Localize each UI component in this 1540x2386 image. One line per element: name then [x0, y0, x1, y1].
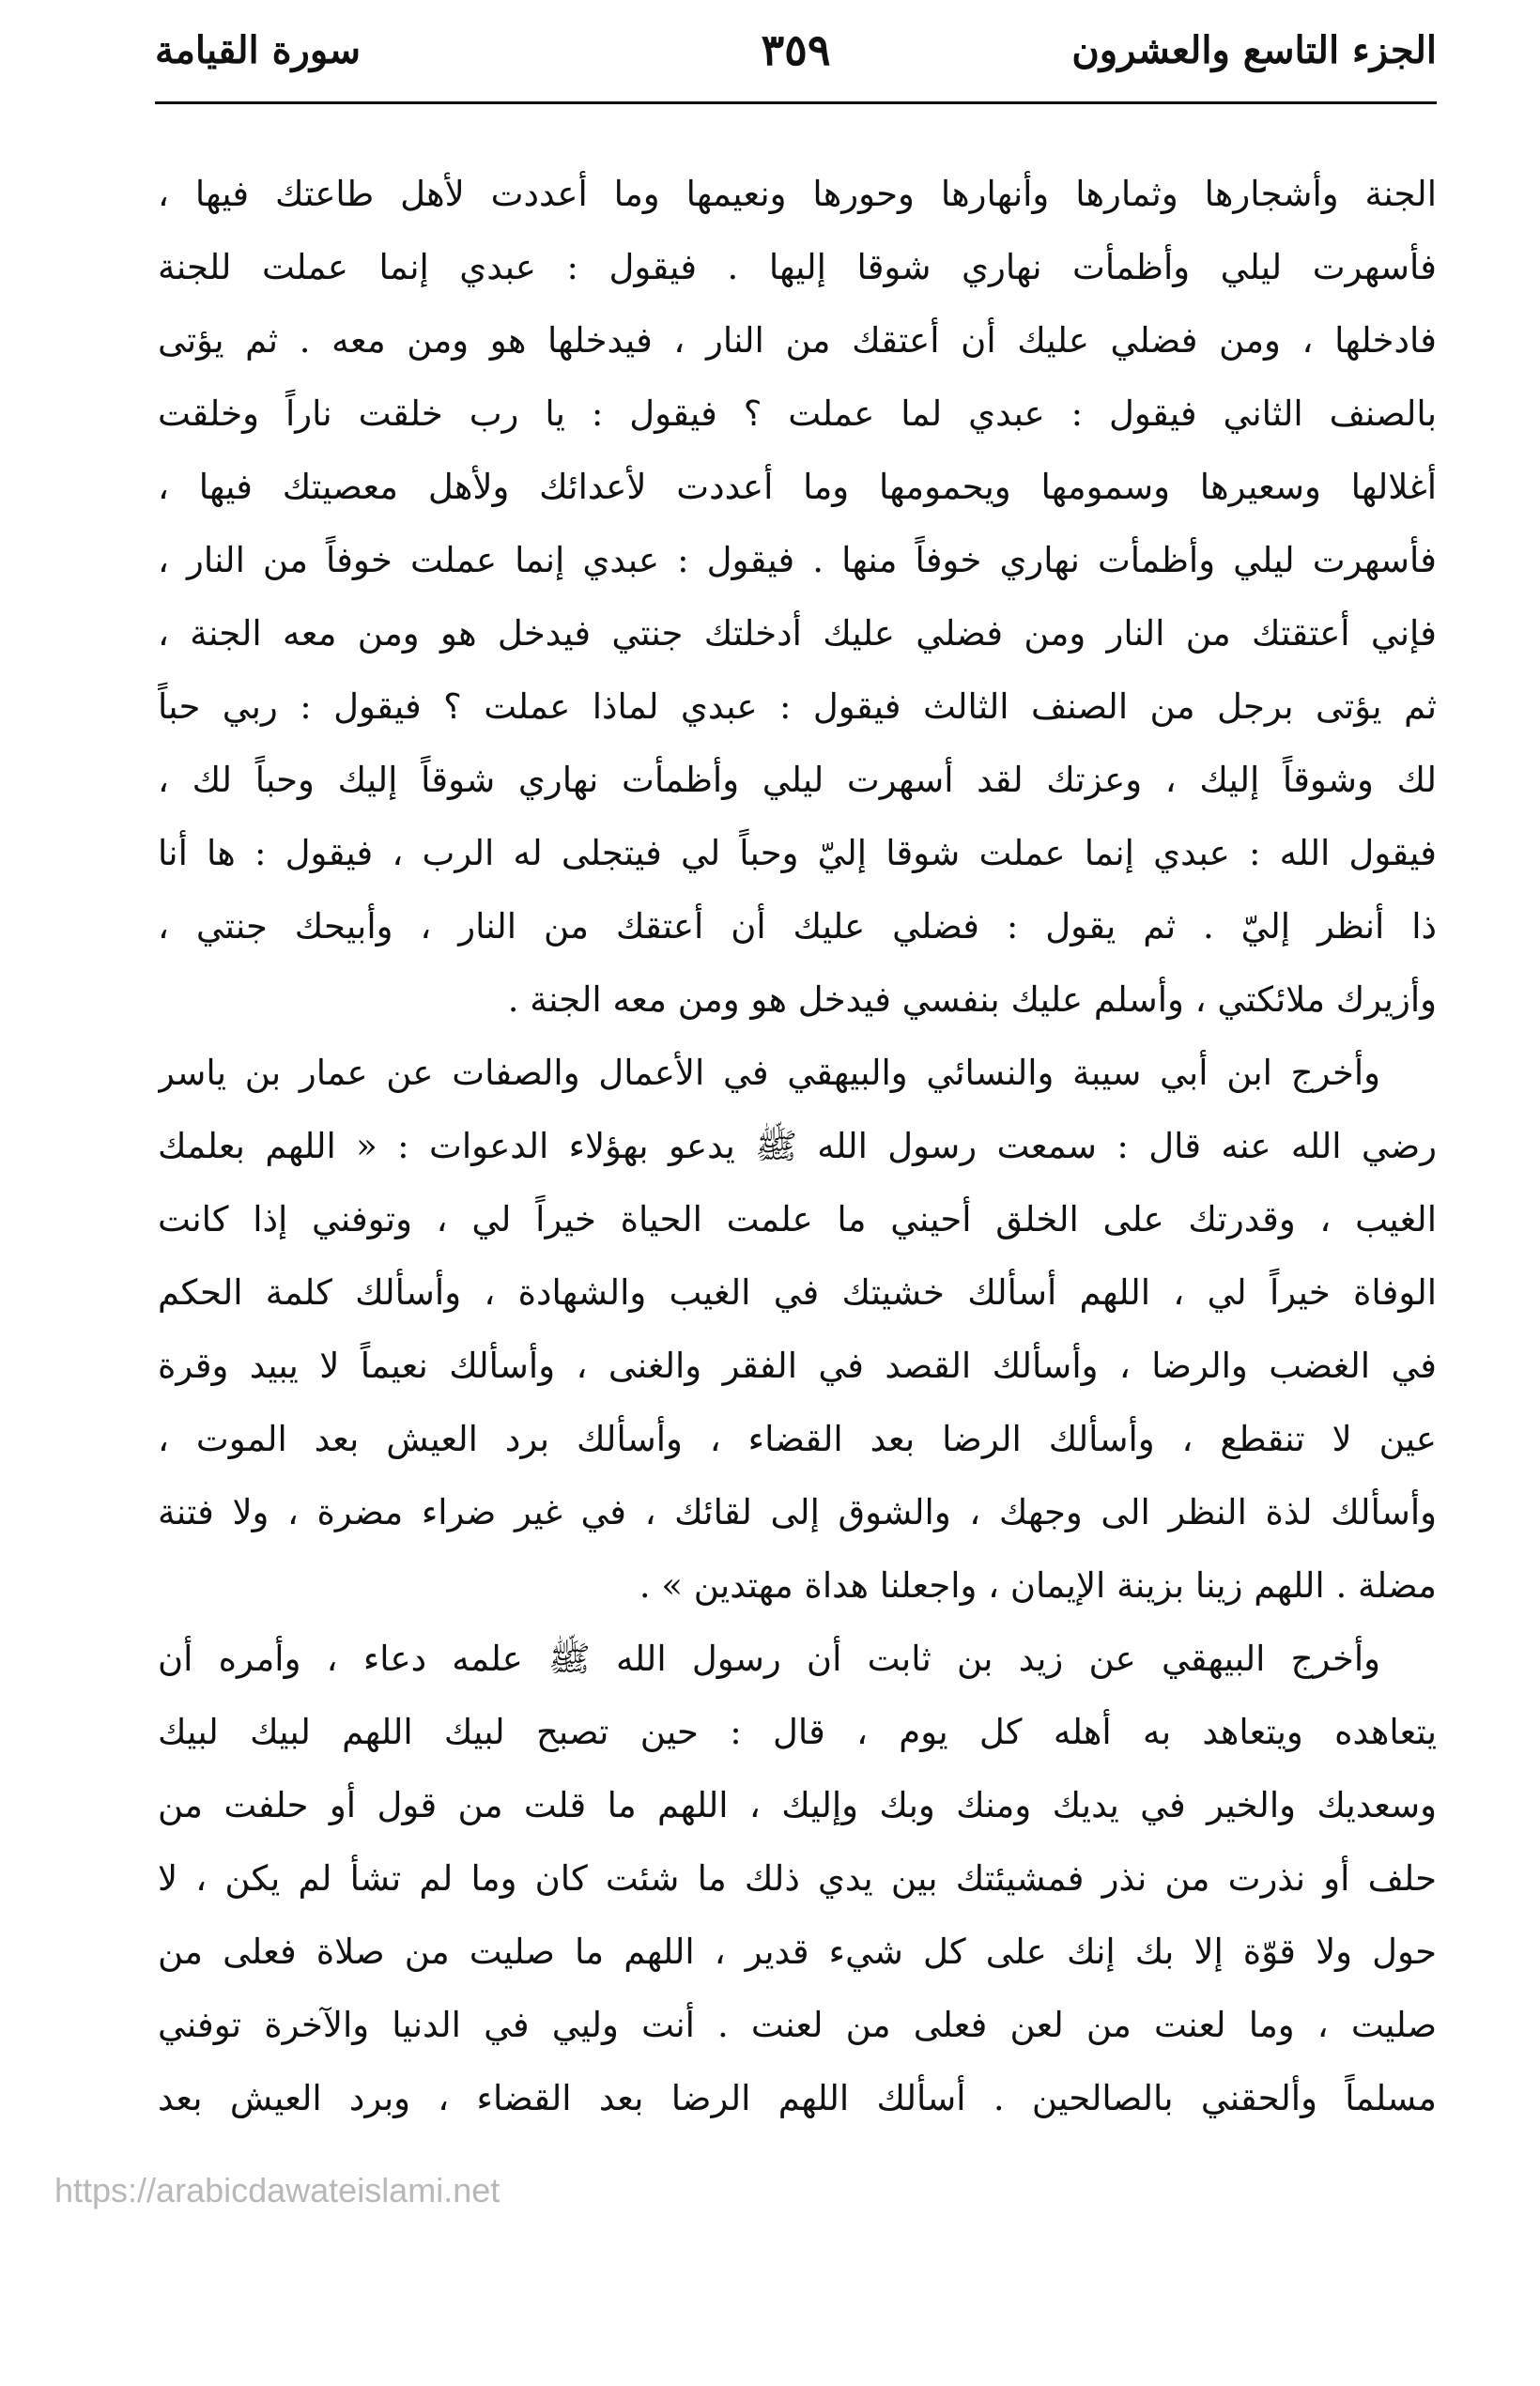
surah-title: سورة القيامة — [155, 28, 362, 72]
text-line: وأخرج البيهقي عن زيد بن ثابت أن رسول الله ﷺ علمه دعاء ، وأمره أن — [158, 1639, 1380, 1679]
text-line: وسعديك والخير في يديك ومنك وبك وإليك ، اللهم ما قلت من قول أو حلفت من — [158, 1785, 1437, 1825]
text-line: الوفاة خيراً لي ، اللهم أسألك خشيتك في الغيب والشهادة ، وأسألك كلمة الحكم — [158, 1272, 1437, 1313]
juz-title: الجزء التاسع والعشرون — [1071, 28, 1437, 72]
text-line: أغلالها وسعيرها وسمومها ويحمومها وما أعددت لأعدائك ولأهل معصيتك فيها ، — [158, 467, 1437, 507]
text-line: الجنة وأشجارها وثمارها وأنهارها وحورها ونعيمها وما أعددت لأهل طاعتك فيها ، — [158, 174, 1437, 214]
text-line: فأسهرت ليلي وأظمأت نهاري شوقا إليها . فيقول : عبدي إنما عملت للجنة — [158, 247, 1437, 287]
text-line: مسلماً وألحقني بالصالحين . أسألك اللهم الرضا بعد القضاء ، وبرد العيش بعد — [158, 2078, 1437, 2118]
text-line: ذا أنظر إليّ . ثم يقول : فضلي عليك أن أعتقك من النار ، وأبيحك جنتي ، — [158, 906, 1437, 947]
text-line: فيقول الله : عبدي إنما عملت شوقا إليّ وحباً لي فيتجلى له الرب ، فيقول : ها أنا — [158, 833, 1437, 873]
header-divider — [155, 101, 1437, 104]
text-line: عين لا تنقطع ، وأسألك الرضا بعد القضاء ، وأسألك برد العيش بعد الموت ، — [158, 1419, 1437, 1459]
text-line: مضلة . اللهم زينا بزينة الإيمان ، واجعلنا هداة مهتدين » . — [639, 1565, 1437, 1606]
text-line: وأخرج ابن أبي سيبة والنسائي والبيهقي في الأعمال والصفات عن عمار بن ياسر — [158, 1053, 1380, 1093]
text-line: فأسهرت ليلي وأظمأت نهاري خوفاً منها . فيقول : عبدي إنما عملت خوفاً من النار ، — [158, 540, 1437, 580]
text-line: ثم يؤتى برجل من الصنف الثالث فيقول : عبدي لماذا عملت ؟ فيقول : ربي حباً — [158, 686, 1437, 727]
text-line: حلف أو نذرت من نذر فمشيئتك بين يدي ذلك ما شئت كان وما لم تشأ لم يكن ، لا — [158, 1858, 1437, 1899]
text-line: وأزيرك ملائكتي ، وأسلم عليك بنفسي فيدخل هو ومن معه الجنة . — [507, 979, 1437, 1020]
website-watermark: https://arabicdawateislami.net — [54, 2171, 500, 2209]
page-body — [158, 158, 1437, 2135]
text-line: صليت ، وما لعنت من لعن فعلى من لعنت . أنت وليي في الدنيا والآخرة توفني — [158, 2005, 1437, 2045]
page-number: ٣٥٩ — [761, 24, 831, 75]
text-line: حول ولا قوّة إلا بك إنك على كل شيء قدير ، اللهم ما صليت من صلاة فعلى من — [158, 1932, 1437, 1972]
text-line: فإني أعتقتك من النار ومن فضلي عليك أدخلتك جنتي فيدخل هو ومن معه الجنة ، — [158, 613, 1437, 654]
text-line: الغيب ، وقدرتك على الخلق أحيني ما علمت الحياة خيراً لي ، وتوفني إذا كانت — [158, 1199, 1437, 1239]
text-line: في الغضب والرضا ، وأسألك القصد في الفقر والغنى ، وأسألك نعيماً لا يبيد وقرة — [158, 1346, 1437, 1386]
text-line: وأسألك لذة النظر الى وجهك ، والشوق إلى لقائك ، في غير ضراء مضرة ، ولا فتنة — [158, 1492, 1437, 1532]
page-header — [155, 21, 1437, 86]
text-line: يتعاهده ويتعاهد به أهله كل يوم ، قال : حين تصبح لبيك اللهم لبيك لبيك — [158, 1712, 1437, 1752]
text-line: رضي الله عنه قال : سمعت رسول الله ﷺ يدعو بهؤلاء الدعوات : « اللهم بعلمك — [158, 1126, 1437, 1166]
text-line: بالصنف الثاني فيقول : عبدي لما عملت ؟ فيقول : يا رب خلقت ناراً وخلقت — [158, 393, 1437, 434]
text-line: لك وشوقاً إليك ، وعزتك لقد أسهرت ليلي وأظمأت نهاري شوقاً إليك وحباً لك ، — [158, 760, 1437, 800]
text-line: فادخلها ، ومن فضلي عليك أن أعتقك من النار ، فيدخلها هو ومن معه . ثم يؤتى — [158, 320, 1437, 361]
